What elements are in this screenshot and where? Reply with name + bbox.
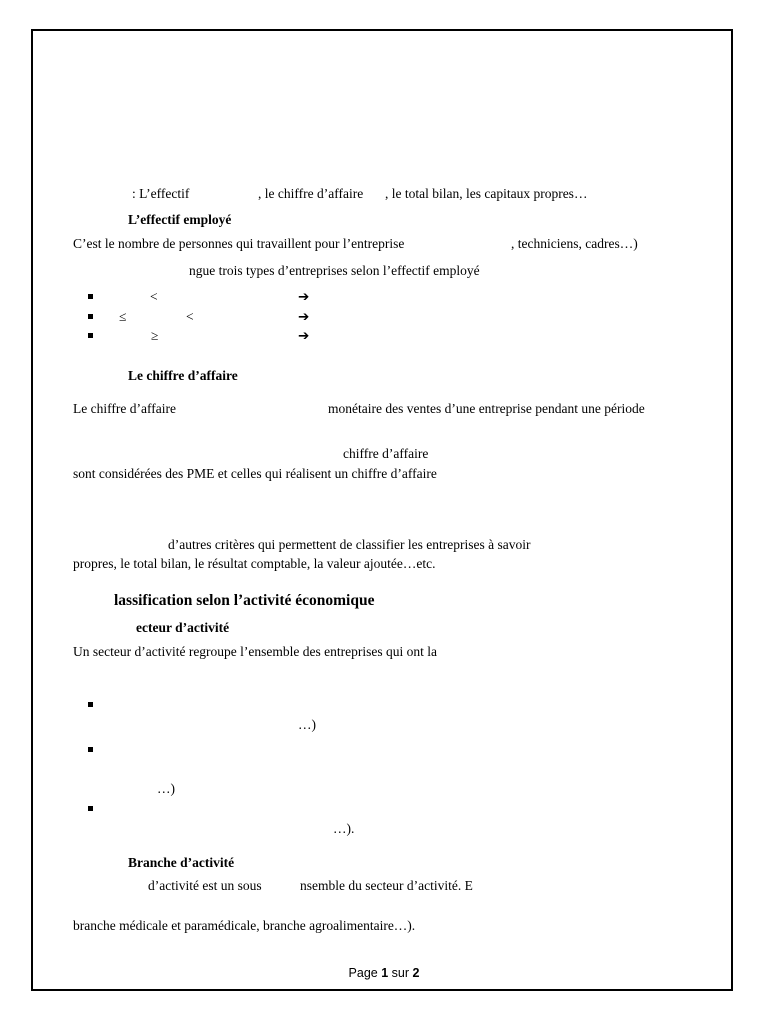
bullet-marker bbox=[88, 294, 93, 299]
secteur-definition: Un secteur d’activité regroupe l’ensemble des entreprises qui ont la bbox=[73, 644, 437, 659]
chiffre-definition-part2: monétaire des ventes d’une entreprise pendant une période bbox=[328, 401, 645, 416]
heading-branche: Branche d’activité bbox=[128, 855, 235, 870]
page-frame bbox=[31, 29, 733, 991]
other-criteria-line2: propres, le total bilan, le résultat comptable, la valeur ajoutée…etc. bbox=[73, 556, 436, 571]
bullet3-arrow-icon: ➔ bbox=[298, 328, 310, 343]
footer-page-label: Page bbox=[348, 966, 378, 980]
footer-current-page: 1 bbox=[381, 966, 389, 980]
bullet2-symbol-b: < bbox=[186, 309, 194, 324]
other-criteria-line1: d’autres critères qui permettent de classifier les entreprises à savoir bbox=[168, 537, 531, 552]
bullet1-symbol: < bbox=[150, 289, 158, 304]
secteur-bullet3-tail: …). bbox=[333, 821, 355, 836]
secteur-bullet2-tail: …) bbox=[157, 781, 175, 796]
heading-chiffre: Le chiffre d’affaire bbox=[128, 368, 238, 383]
chiffre-line-pme: sont considérées des PME et celles qui réalisent un chiffre d’affaire bbox=[73, 466, 437, 481]
heading-activite: lassification selon l’activité économique bbox=[114, 592, 375, 609]
branche-line1-part1: d’activité est un sous bbox=[148, 878, 262, 893]
footer-total-pages: 2 bbox=[412, 966, 420, 980]
criteria-part2: , le chiffre d’affaire bbox=[258, 186, 364, 201]
bullet2-symbol-a: ≤ bbox=[119, 309, 127, 324]
bullet-marker bbox=[88, 333, 93, 338]
footer-of-label: sur bbox=[391, 966, 410, 980]
secteur-bullet1-tail: …) bbox=[298, 717, 316, 732]
branche-line1-part2: nsemble du secteur d’activité. E bbox=[300, 878, 473, 893]
bullet1-arrow-icon: ➔ bbox=[298, 289, 310, 304]
bullet-marker bbox=[88, 806, 93, 811]
criteria-part3: , le total bilan, les capitaux propres… bbox=[385, 186, 588, 201]
effectif-definition-part2: , techniciens, cadres…) bbox=[511, 236, 638, 251]
bullet3-symbol: ≥ bbox=[151, 328, 159, 343]
effectif-types-intro: ngue trois types d’entreprises selon l’effectif employé bbox=[189, 263, 480, 278]
bullet-marker bbox=[88, 702, 93, 707]
branche-line2: branche médicale et paramédicale, branche agroalimentaire…). bbox=[73, 918, 416, 933]
chiffre-definition-part1: Le chiffre d’affaire bbox=[73, 401, 176, 416]
bullet2-arrow-icon: ➔ bbox=[298, 309, 310, 324]
page-footer bbox=[0, 966, 768, 980]
chiffre-line-mid: chiffre d’affaire bbox=[343, 446, 429, 461]
bullet-marker bbox=[88, 747, 93, 752]
criteria-part1: : L’effectif bbox=[132, 186, 190, 201]
effectif-definition-part1: C’est le nombre de personnes qui travaillent pour l’entreprise bbox=[73, 236, 405, 251]
bullet-marker bbox=[88, 314, 93, 319]
heading-secteur: ecteur d’activité bbox=[136, 620, 230, 635]
heading-effectif: L’effectif employé bbox=[128, 212, 232, 227]
